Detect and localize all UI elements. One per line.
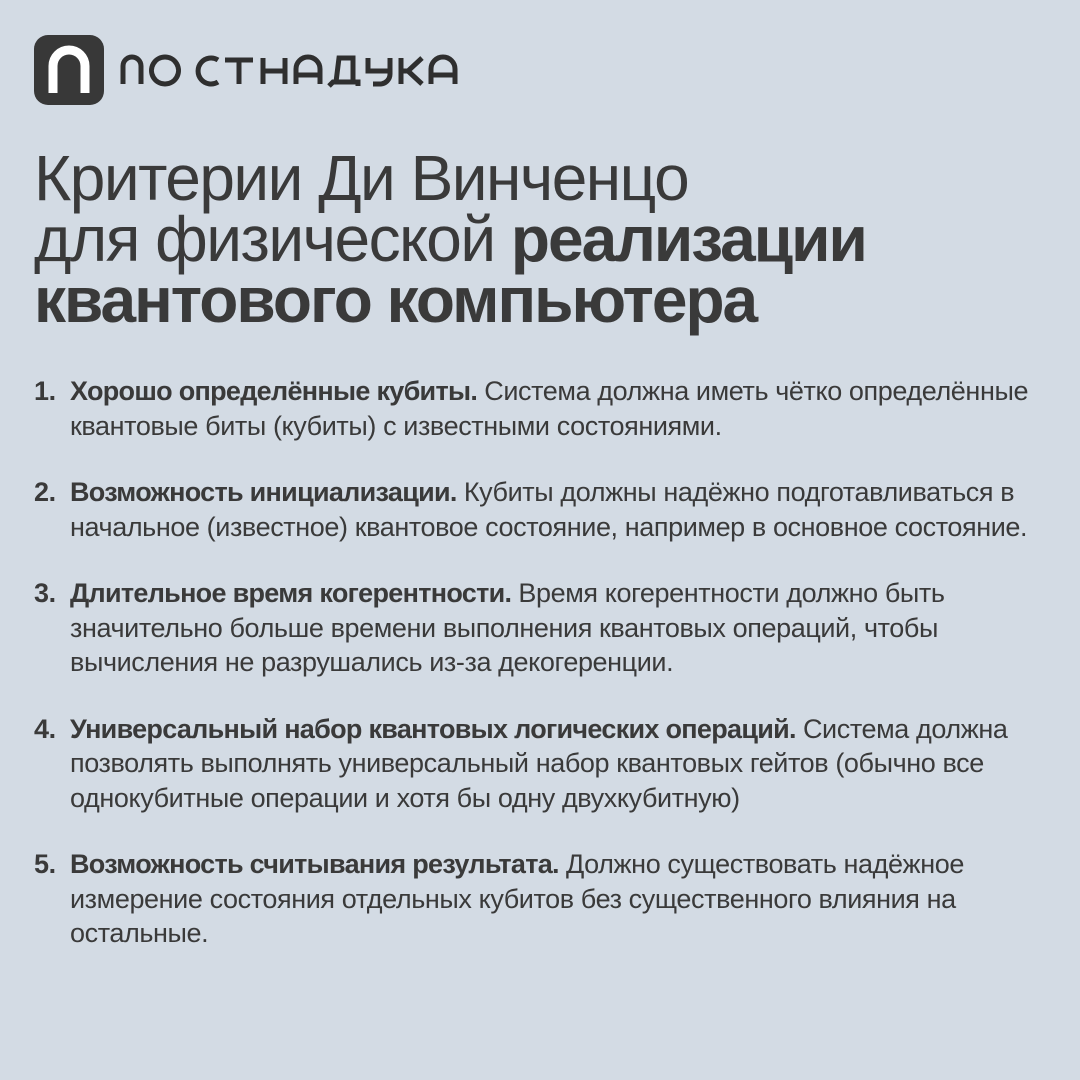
criterion-item [34,374,1064,443]
criterion-number: 3. [34,578,56,608]
page-title [34,142,1054,336]
criterion-heading: Длительное время когерентности. [70,578,512,608]
criterion-heading: Хорошо определённые кубиты. [70,376,478,406]
brand-wordmark [120,50,468,90]
brand-name [120,50,468,90]
title-line-2-bold: реализации [510,203,866,275]
criterion-item [34,475,1064,544]
criterion-text: Система должна позволять выполнять универсальный набор квантовых гейтов (обычно все однокубитные операции и хотя бы одну двухкубитную) [70,713,1008,813]
criterion-text: Должно существовать надёжное измерение состояния отдельных кубитов без существенного влияния на остальные. [70,849,964,948]
brand-header [34,34,468,106]
title-line-3-bold: квантового компьютера [34,264,757,336]
criterion-text: Кубиты должны надёжно подготавливаться в начальное (известное) квантовое состояние, например в основное состояние. [70,477,1028,542]
postnauka-logo-icon [34,35,104,105]
criterion-item [34,576,1064,680]
criterion-number: 1. [34,376,56,406]
title-line-2-regular: для физической [34,203,511,275]
criterion-number: 5. [34,849,56,879]
title-line-1: Критерии Ди Винченцо [34,142,689,214]
criterion-text: Система должна иметь чётко определённые квантовые биты (кубиты) с известными состояниями. [70,376,1029,441]
criterion-text: Время когерентности должно быть значительно больше времени выполнения квантовых операций, чтобы вычисления не разрушались из-за декогеренции. [70,578,945,677]
criterion-item [34,712,1064,816]
criterion-heading: Универсальный набор квантовых логических операций. [70,713,796,744]
criterion-heading: Возможность считывания результата. [70,849,559,879]
criterion-item [34,847,1064,951]
criteria-list [34,374,1064,951]
criterion-number: 4. [34,713,56,744]
criterion-heading: Возможность инициализации. [70,477,457,507]
criterion-number: 2. [34,477,56,507]
